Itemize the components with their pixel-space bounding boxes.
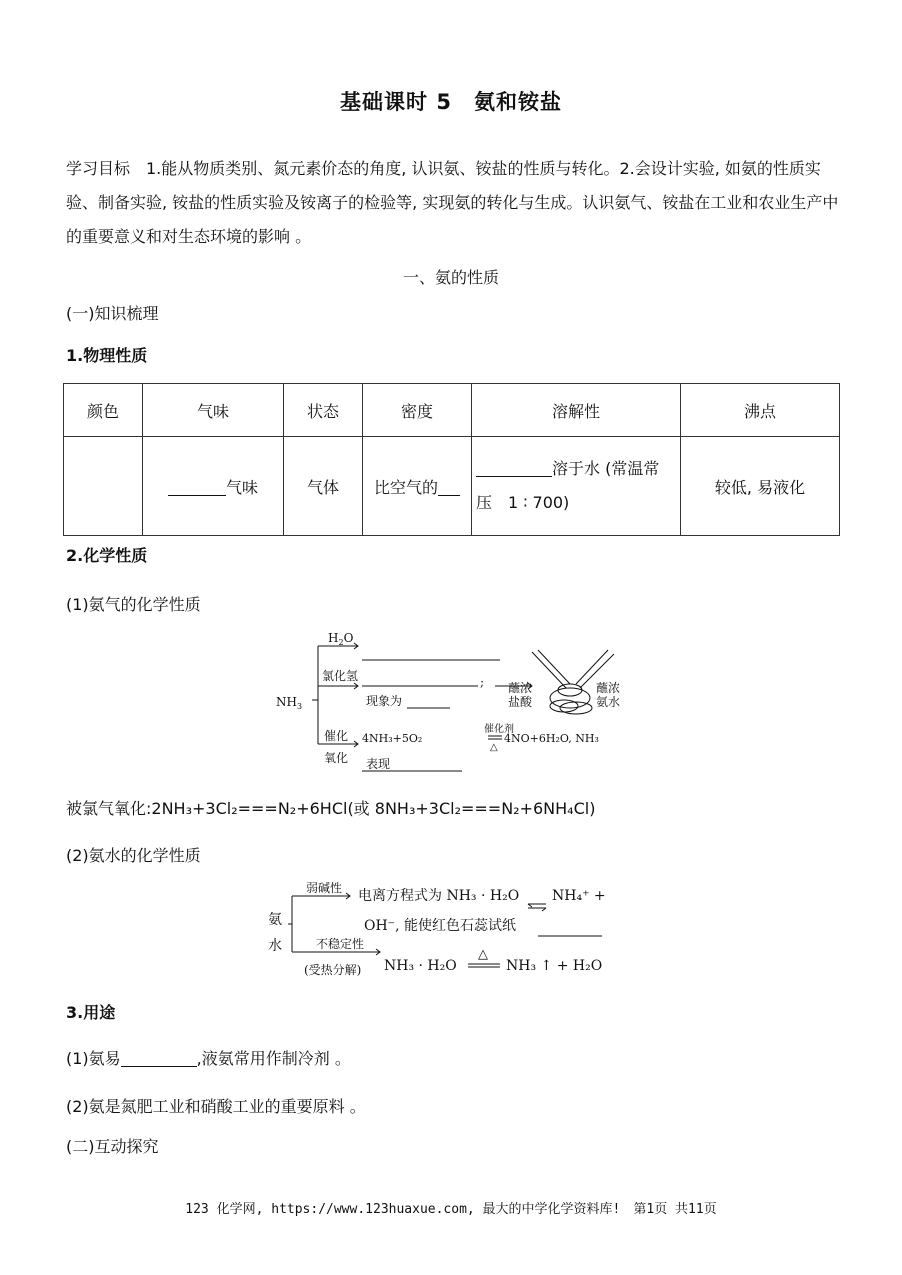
hcl-label: 氯化氢 <box>322 669 359 683</box>
decomposition-right: NH₃ ↑ + H₂O <box>506 958 603 974</box>
solubility-text-a: 溶于水 (常温常 <box>552 459 660 478</box>
fill-blank <box>476 460 552 477</box>
fill-blank <box>121 1050 197 1067</box>
use-1-text-a: (1)氨易 <box>66 1049 121 1068</box>
header-density: 密度 <box>363 384 472 437</box>
cell-boiling: 较低, 易液化 <box>681 437 840 536</box>
cell-state: 气体 <box>284 437 363 536</box>
header-color: 颜色 <box>64 384 143 437</box>
smell-text: 气味 <box>225 477 258 497</box>
page-footer: 123 化学网, https://www.123huaxue.com, 最大的中学化学资料库! 第1页 共11页 <box>185 1202 717 1217</box>
section-heading-ammonia-properties: 一、氨的性质 <box>402 268 499 287</box>
water-char: 水 <box>268 938 282 954</box>
page-title: 基础课时 5 氨和铵盐 <box>340 90 562 114</box>
ammonia-reaction-diagram <box>270 628 620 778</box>
solubility-text-b: 压 1 ∶ 700) <box>476 493 570 512</box>
catalytic-equation-right: 4NO+6H₂O, NH₃ <box>504 732 599 745</box>
density-text: 比空气的 <box>373 477 438 497</box>
table-row <box>64 437 840 536</box>
ammonia-water-diagram <box>260 880 650 980</box>
use-1-text-b: ,液氨常用作制冷剂 。 <box>196 1049 351 1068</box>
expression-label: 表现 <box>366 757 391 771</box>
heading-uses: 3.用途 <box>66 1003 116 1022</box>
heat-delta: △ <box>490 742 498 753</box>
cell-density <box>363 437 472 536</box>
use-2: (2)氨是氮肥工业和硝酸工业的重要原料 。 <box>66 1097 366 1116</box>
decomposition-left: NH₃ · H₂O <box>384 958 457 974</box>
weak-base-label: 弱碱性 <box>306 881 343 895</box>
cell-color <box>64 437 143 536</box>
fill-blank <box>438 479 460 496</box>
oh-line: OH⁻, 能使红色石蕊试纸 <box>364 918 516 934</box>
dip-hcl-label-1: 蘸浓 <box>508 681 533 695</box>
cell-smell <box>143 437 284 536</box>
use-1 <box>66 1046 351 1069</box>
dip-hcl-label-2: 盐酸 <box>508 695 533 709</box>
header-boiling: 沸点 <box>681 384 840 437</box>
dip-nh3-label-1: 蘸浓 <box>596 681 620 695</box>
heading-chemical-properties: 2.化学性质 <box>66 546 148 565</box>
catalytic-label-2: 氧化 <box>324 751 349 765</box>
h2o-label: $H_2O$ <box>328 631 354 647</box>
table-header-row <box>64 384 840 437</box>
header-solubility: 溶解性 <box>472 384 681 437</box>
physical-properties-table <box>63 383 840 536</box>
fill-blank <box>168 479 226 496</box>
unstable-label: 不稳定性 <box>316 937 365 951</box>
catalytic-label-1: 催化 <box>324 729 349 743</box>
heat-decomposition-label: (受热分解) <box>304 963 362 977</box>
ionization-equation: 电离方程式为 NH₃ · H₂O <box>358 888 520 904</box>
semicolon: ; <box>480 675 485 689</box>
dip-nh3-label-2: 氨水 <box>596 695 620 709</box>
decomposition-delta: △ <box>478 947 488 962</box>
header-smell: 气味 <box>143 384 284 437</box>
learning-objectives: 学习目标 1.能从物质类别、氮元素价态的角度, 认识氨、铵盐的性质与转化。2.会设计实验, 如氨的性质实验、制备实验, 铵盐的性质实验及铵离子的检验等, 实现氨的转化与生成。认识氨气、铵盐在工业和农业生产中的重要意义和对生态环境的影响 。 <box>66 159 839 246</box>
chlorine-oxidation-equation: 被氯气氧化:2NH₃+3Cl₂===N₂+6HCl(或 8NH₃+3Cl₂===N₂+6NH₄Cl) <box>66 799 596 818</box>
cell-solubility <box>472 437 681 536</box>
subsection-knowledge: (一)知识梳理 <box>66 304 159 323</box>
ammonia-char: 氨 <box>268 912 282 928</box>
ionization-right: NH₄⁺ + <box>552 888 606 904</box>
subsection-interactive: (二)互动探究 <box>66 1137 159 1156</box>
heading-ammonia-water: (2)氨水的化学性质 <box>66 846 201 865</box>
heading-ammonia-gas-chemistry: (1)氨气的化学性质 <box>66 595 201 614</box>
phenomenon-label: 现象为 <box>366 694 403 708</box>
nh3-label: $NH_3$ <box>276 695 303 711</box>
heading-physical-properties: 1.物理性质 <box>66 346 148 365</box>
catalyst-label: 催化剂 <box>484 724 514 735</box>
header-state: 状态 <box>284 384 363 437</box>
catalytic-equation-left: 4NH₃+5O₂ <box>362 732 423 745</box>
